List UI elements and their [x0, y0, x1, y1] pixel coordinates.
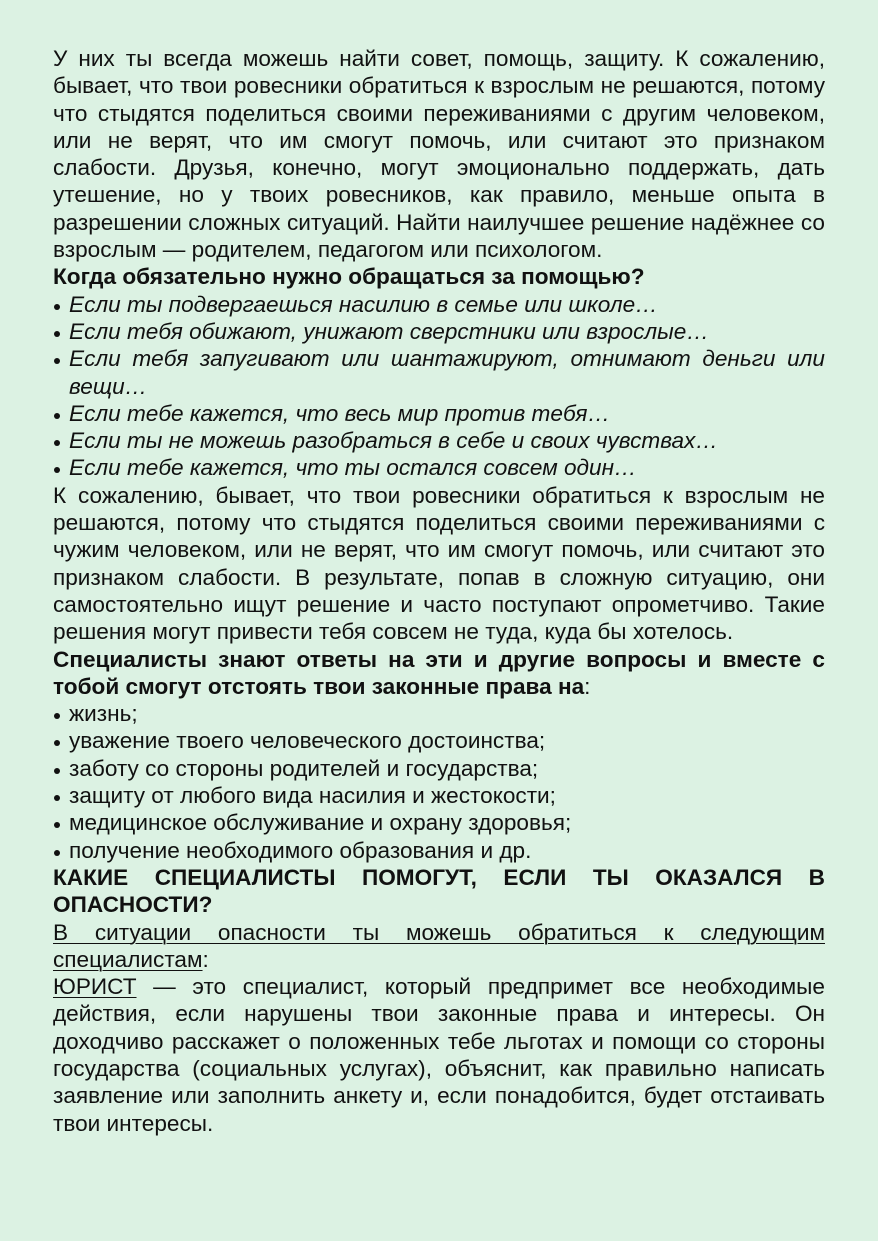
- list-item: Если тебя обижают, унижают сверстники или взрослые…: [53, 318, 825, 345]
- list-item: Если ты не можешь разобраться в себе и своих чувствах…: [53, 427, 825, 454]
- list-item: Если тебе кажется, что ты остался совсем один…: [53, 454, 825, 481]
- specialists-intro: [53, 919, 825, 974]
- list-item: жизнь;: [53, 700, 825, 727]
- second-paragraph: К сожалению, бывает, что твои ровесники обратиться к взрослым не решаются, потому что стыдятся поделиться своими переживаниями с чужим человеком, или не верят, что им смогут помочь, или считают это признаком слабости. В результате, попав в сложную ситуацию, они самостоятельно ищут решение и часто поступают опрометчиво. Такие решения могут привести тебя совсем не туда, куда бы хотелось.: [53, 482, 825, 645]
- list-item: Если тебе кажется, что весь мир против тебя…: [53, 400, 825, 427]
- when-heading: Когда обязательно нужно обращаться за помощью?: [53, 264, 645, 290]
- lawyer-paragraph: [53, 973, 825, 1137]
- lawyer-term: ЮРИСТ: [53, 974, 137, 1000]
- lawyer-text: — это специалист, который предпримет все необходимые действия, если нарушены твои законные права и интересы. Он доходчиво расскажет о положенных тебе льготах и помощи со стороны государства (социальных услугах), объяснит, как правильно написать заявление или заполнить анкету и, если понадобится, будет отстаивать твои интересы.: [53, 974, 825, 1136]
- rights-list: [53, 700, 825, 864]
- list-item: защиту от любого вида насилия и жестокости;: [53, 782, 825, 809]
- list-item: заботу со стороны родителей и государства;: [53, 755, 825, 782]
- rights-heading-text: Специалисты знают ответы на эти и другие вопросы и вместе с тобой смогут отстоять твои законные права на: [53, 646, 825, 699]
- list-item: медицинское обслуживание и охрану здоровья;: [53, 809, 825, 836]
- intro-paragraph: У них ты всегда можешь найти совет, помощь, защиту. К сожалению, бывает, что твои ровесники обратиться к взрослым не решаются, потому что стыдятся поделиться своими переживаниями с другим человеком, или не верят, что им смогут помочь, или считают это признаком слабости. Друзья, конечно, могут эмоционально поддержать, дать утешение, но у твоих ровесников, как правило, меньше опыта в разрешении сложных ситуаций. Найти наилучшее решение надёжнее со взрослым — родителем, педагогом или психологом.: [53, 46, 825, 263]
- specialists-heading: КАКИЕ СПЕЦИАЛИСТЫ ПОМОГУТ, ЕСЛИ ТЫ ОКАЗАЛСЯ В ОПАСНОСТИ?: [53, 864, 825, 918]
- rights-heading: [53, 646, 825, 701]
- rights-heading-colon: :: [584, 673, 591, 699]
- list-item: Если тебя запугивают или шантажируют, отнимают деньги или вещи…: [53, 345, 825, 400]
- document-page: [53, 45, 825, 1137]
- list-item: получение необходимого образования и др.: [53, 837, 825, 864]
- when-list: [53, 291, 825, 482]
- list-item: уважение твоего человеческого достоинства;: [53, 727, 825, 754]
- list-item: Если ты подвергаешься насилию в семье или школе…: [53, 291, 825, 318]
- specialists-intro-text: В ситуации опасности ты можешь обратиться к следующим специалистам: [53, 919, 825, 972]
- specialists-intro-colon: :: [202, 946, 209, 972]
